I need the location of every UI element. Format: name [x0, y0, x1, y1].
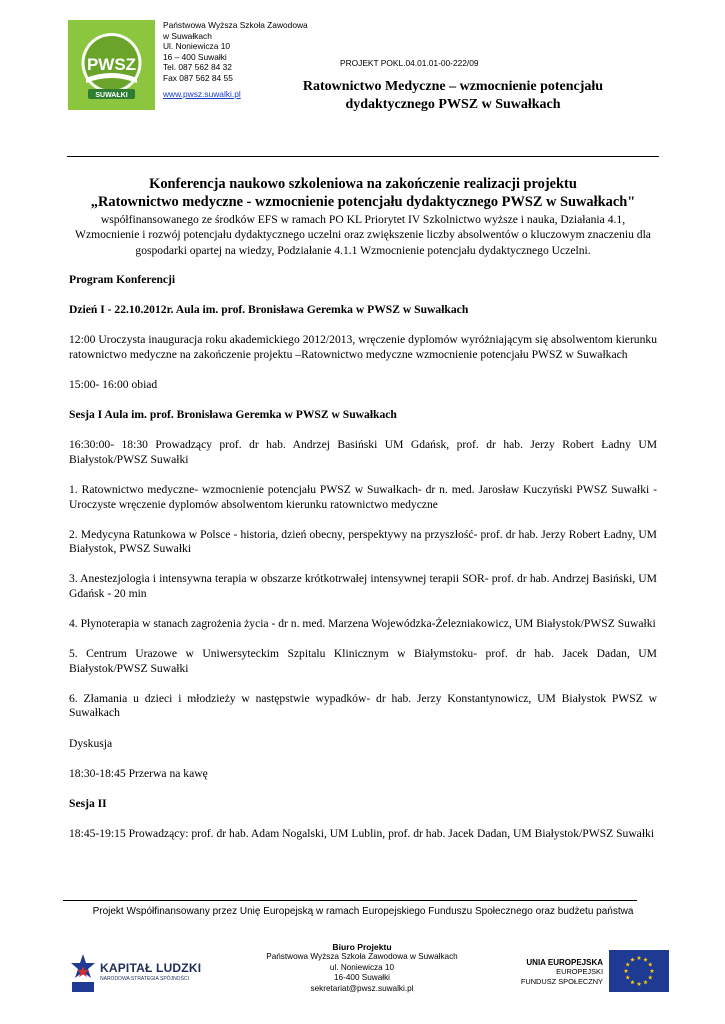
talk-item: 6. Złamania u dzieci i młodzieży w następstwie wypadków- dr hab. Jerzy Konstantynowicz, UM Białystok PWSZ w Suwałkach — [69, 691, 657, 720]
talk-item: 3. Anestezjologia i intensywna terapia w obszarze krótkotrwałej intensywnej terapii SOR- prof. dr hab. Andrzej Basiński, UM Gdańsk - 20 min — [69, 572, 657, 600]
logo-text: PWSZ — [86, 55, 137, 74]
talk-item: 4. Płynoterapia w stanach zagrożenia życia - dr n. med. Marzena Wojewódzka-Żelezniakowicz, UM Białystok/PWSZ Suwałki — [69, 617, 656, 631]
office-line: 16-400 Suwałki — [334, 973, 390, 983]
project-office — [250, 942, 474, 994]
eu-line2: EUROPEJSKI — [556, 967, 603, 977]
discussion: Dyskusja — [69, 736, 113, 750]
day1-heading: Dzień I - 22.10.2012r. Aula im. prof. Bronisława Geremka w PWSZ w Suwałkach — [69, 303, 469, 317]
agenda-item-lunch: 15:00- 16:00 obiad — [69, 378, 158, 392]
eu-flag-icon — [609, 950, 669, 992]
talk-item: 5. Centrum Urazowe w Uniwersyteckim Szpitalu Klinicznym w Białymstoku- prof. dr hab. Jacek Dadan, UM Białystok/PWSZ Suwałki — [69, 647, 657, 675]
address-line: Tel. 087 562 84 32 — [163, 62, 232, 73]
talk-item: 1. Ratownictwo medyczne- wzmocnienie potencjału PWSZ w Suwałkach- dr n. med. Jarosław Kuczyński PWSZ Suwałki - Uroczyste wręczenie dyplomów absolwentom kierunku ratownictwo medyczne — [69, 482, 657, 511]
pwsz-logo — [68, 20, 155, 110]
eu-line3: FUNDUSZ SPOŁECZNY — [520, 976, 603, 986]
address-line: Ul. Noniewicza 10 — [163, 41, 231, 52]
funding-note: współfinansowanego ze środków EFS w ramach PO KL Priorytet IV Szkolnictwo wyższe i nauka, Działania 4.1, Wzmocnienie i rozwój potencjału dydaktycznego uczelni oraz zwiększenie liczby absolwentów o kluczowym znaczeniu dla gospodarki opartej na wiedzy, Podziałanie 4.1.1 Wzmocnienie potencjału dydaktycznego Uczelni. — [75, 213, 651, 257]
address-line: Fax 087 562 84 55 — [163, 72, 233, 83]
session2-chairs: 18:45-19:15 Prowadzący: prof. dr hab. Adam Nogalski, UM Lublin, prof. dr hab. Jacek Dadan, UM Białystok/PWSZ Suwałki — [69, 826, 655, 840]
logo-subtext: SUWAŁKI — [95, 92, 128, 99]
conference-title-line2: „Ratownictwo medyczne - wzmocnienie potencjału dydaktycznego PWSZ w Suwałkach" — [90, 193, 636, 210]
kapital-ludzki-icon — [68, 952, 98, 994]
project-title-line1: Ratownictwo Medyczne – wzmocnienie potencjału — [302, 79, 604, 94]
address-line: w Suwałkach — [163, 30, 212, 41]
cofinanced-note: Projekt Współfinansowany przez Unię Europejską w ramach Europejskiego Funduszu Społecznego oraz budżetu państwa — [92, 906, 634, 917]
office-line: Państwowa Wyższa Szkoła Zawodowa w Suwałkach — [266, 952, 458, 962]
eu-text — [517, 958, 603, 986]
talk-item: 2. Medycyna Ratunkowa w Polsce - historia, dzień obecny, perspektywy na przyszłość- prof. dr hab. Jerzy Robert Ładny, UM Białystok, PWSZ Suwałki — [69, 527, 657, 556]
agenda-item-inauguration: 12:00 Uroczysta inauguracja roku akademickiego 2012/2013, wręczenie dyplomów wyróżniającym się absolwentom kierunku ratownictwo medyczne na zakończenie projektu –Ratownictwo medyczne wzmocnienie potencjału PWSZ w Suwałkach — [69, 333, 657, 361]
session1-chairs: 16:30:00- 18:30 Prowadzący prof. dr hab. Andrzej Basiński UM Gdańsk, prof. dr hab. Jerzy Robert Ładny UM Białystok/PWSZ Suwałki — [69, 438, 657, 466]
kapital-ludzki-subtext: NARODOWA STRATEGIA SPÓJNOŚCI — [100, 976, 189, 982]
kapital-ludzki-text: KAPITAŁ LUDZKI — [100, 961, 202, 975]
office-title: Biuro Projektu — [332, 942, 392, 952]
header-divider — [67, 156, 659, 157]
eu-line1: UNIA EUROPEJSKA — [526, 958, 603, 967]
kapital-ludzki-logo — [68, 952, 202, 994]
conference-title-line1: Konferencja naukowo szkoleniowa na zakończenie realizacji projektu — [149, 176, 577, 192]
session1-heading: Sesja I Aula im. prof. Bronisława Geremka w PWSZ w Suwałkach — [69, 408, 397, 422]
program-heading: Program Konferencji — [69, 273, 176, 287]
office-line: sekretariat@pwsz.suwalki.pl — [310, 983, 414, 993]
coffee-break: 18:30-18:45 Przerwa na kawę — [69, 766, 208, 780]
project-number: PROJEKT POKL.04.01.01-00-222/09 — [340, 58, 479, 68]
footer-divider — [63, 900, 637, 901]
website-link[interactable]: www.pwsz.suwalki.pl — [163, 88, 241, 99]
address-line: Państwowa Wyższa Szkoła Zawodowa — [163, 20, 308, 30]
address-line: 16 – 400 Suwałki — [163, 51, 227, 62]
project-title-line2: dydaktycznego PWSZ w Suwałkach — [345, 97, 561, 112]
session2-heading: Sesja II — [69, 796, 107, 810]
document-body — [69, 176, 657, 841]
conference-title — [69, 176, 657, 211]
project-title — [268, 78, 638, 114]
office-line: ul. Noniewicza 10 — [329, 962, 395, 972]
